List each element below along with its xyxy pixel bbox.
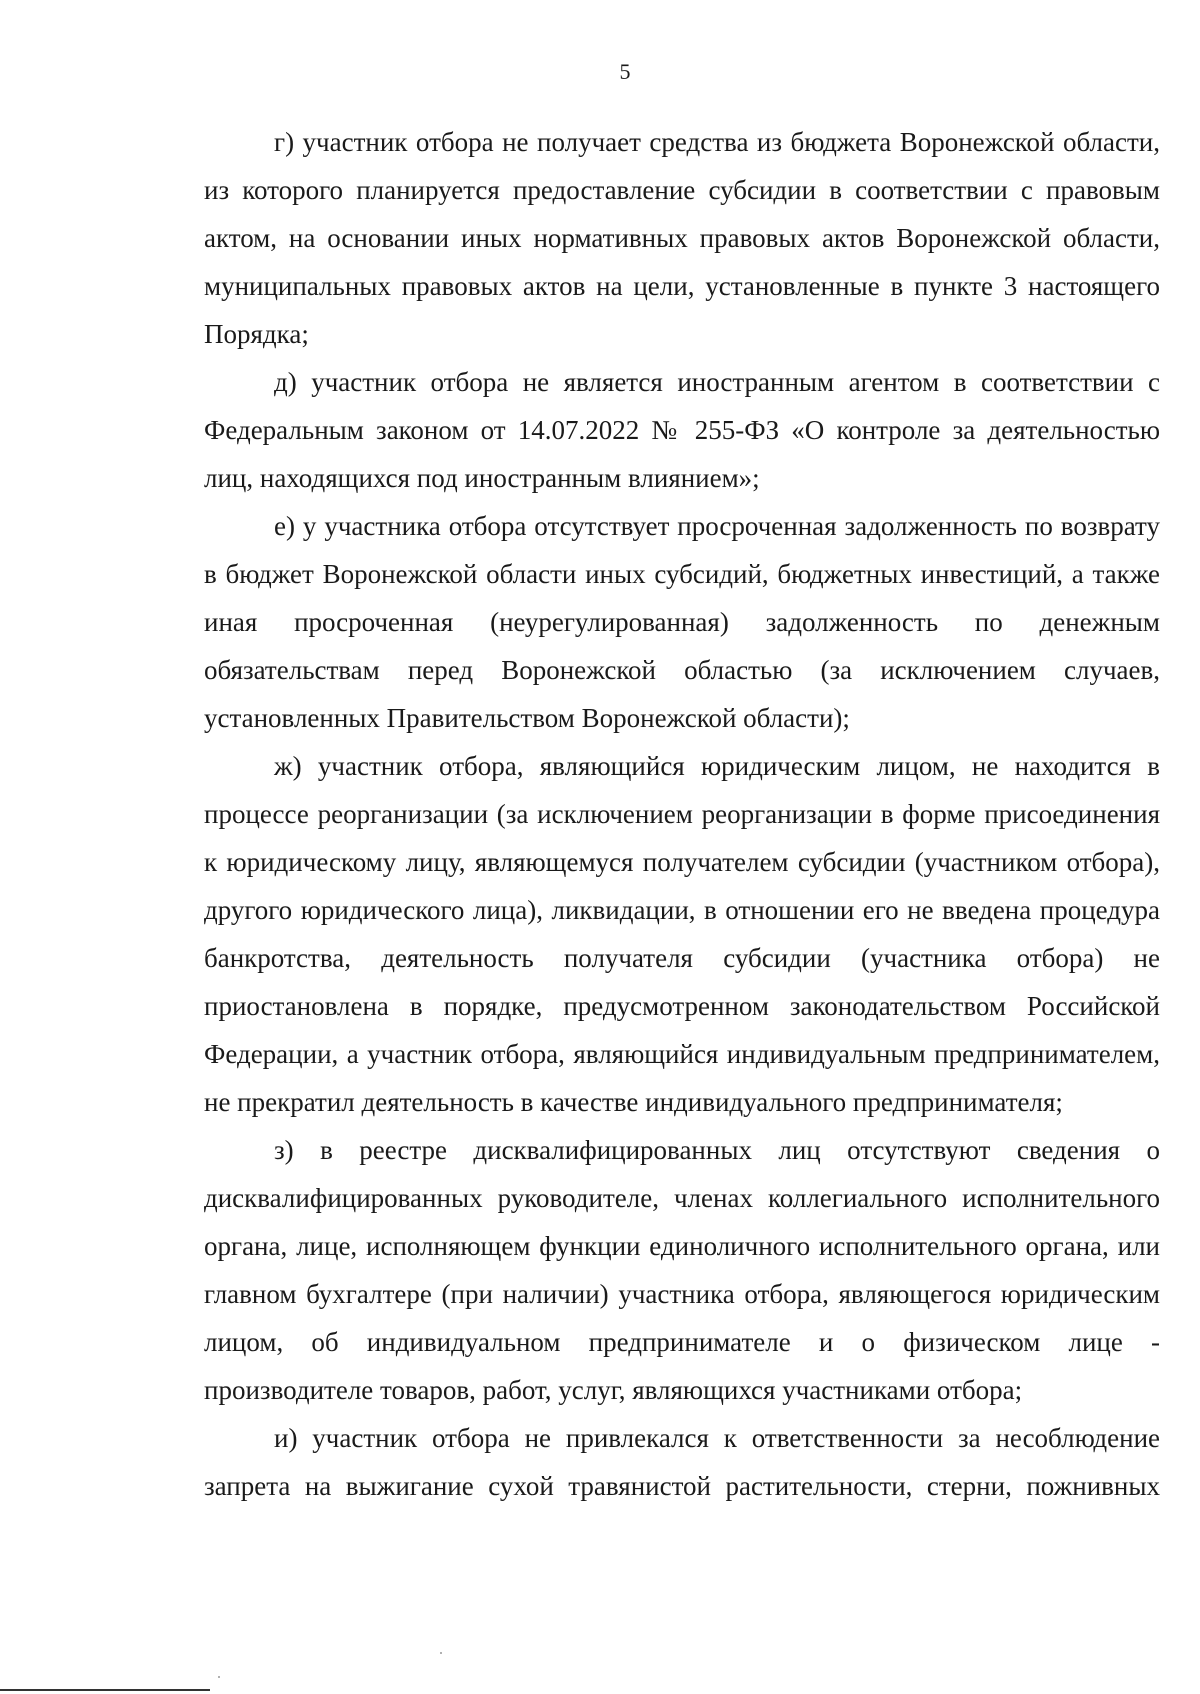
paragraph-z: з) в реестре дисквалифицированных лиц отсутствуют сведения о дисквалифицированных руководителе, членах коллегиального исполнительного органа, лице, исполняющем функции единоличного исполнительного органа, или главном бухгалтере (при наличии) участника отбора, являющегося юридическим лицом, об индивидуальном предпринимателе и о физическом лице - производителе товаров, работ, услуг, являющихся участниками отбора; — [204, 1135, 1160, 1405]
scan-edge-line — [0, 1689, 210, 1691]
scan-artifact — [218, 1676, 220, 1678]
paragraph-d: д) участник отбора не является иностранным агентом в соответствии с Федеральным законом от 14.07.2022 № 255-ФЗ «О контроле за деятельностью лиц, находящихся под иностранным влиянием»; — [204, 367, 1160, 493]
document-body — [204, 118, 1160, 1510]
paragraph-g: г) участник отбора не получает средства из бюджета Воронежской области, из которого планируется предоставление субсидии в соответствии с правовым актом, на основании иных нормативных правовых актов Воронежской области, муниципальных правовых актов на цели, установленные в пункте 3 настоящего Порядка; — [204, 127, 1160, 349]
paragraph-i: и) участник отбора не привлекался к ответственности за несоблюдение запрета на выжигание сухой травянистой растительности, стерни, пожнивных — [204, 1423, 1160, 1501]
page-number: 5 — [619, 59, 631, 84]
paragraph-e: е) у участника отбора отсутствует просроченная задолженность по возврату в бюджет Воронежской области иных субсидий, бюджетных инвестиций, а также иная просроченная (неурегулированная) задолженность по денежным обязательствам перед Воронежской областью (за исключением случаев, установленных Правительством Воронежской области); — [204, 511, 1160, 733]
paragraph-zh: ж) участник отбора, являющийся юридическим лицом, не находится в процессе реорганизации (за исключением реорганизации в форме присоединения к юридическому лицу, являющемуся получателем субсидии (участником отбора), другого юридического лица), ликвидации, в отношении его не введена процедура банкротства, деятельность получателя субсидии (участника отбора) не приостановлена в порядке, предусмотренном законодательством Российской Федерации, а участник отбора, являющийся индивидуальным предпринимателем, не прекратил деятельность в качестве индивидуального предпринимателя; — [204, 751, 1160, 1117]
scan-artifact — [440, 1652, 442, 1654]
